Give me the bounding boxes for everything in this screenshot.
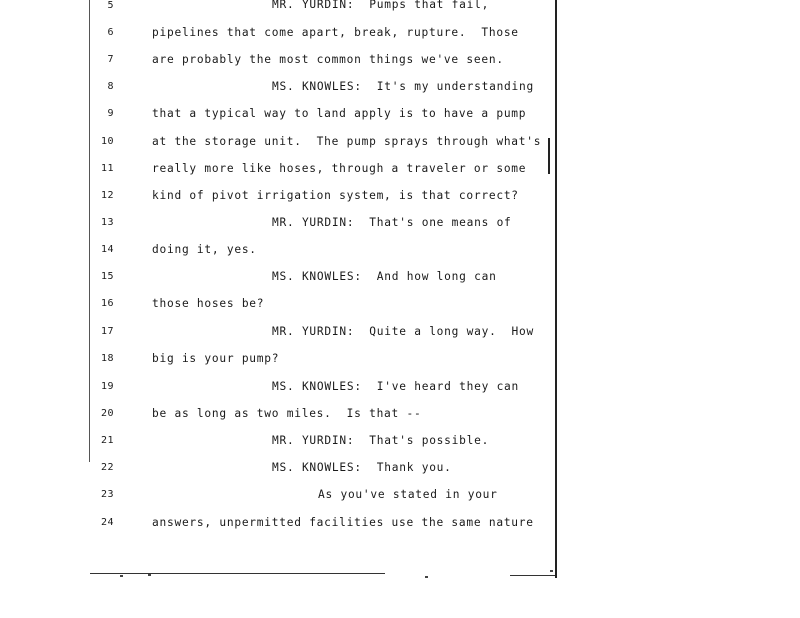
line-number: 22 bbox=[100, 462, 114, 473]
line-number: 8 bbox=[107, 81, 114, 92]
transcript-line bbox=[0, 407, 560, 427]
transcript-line bbox=[0, 461, 560, 481]
line-text: MR. YURDIN: Pumps that fail, bbox=[272, 0, 490, 11]
line-text: those hoses be? bbox=[152, 297, 265, 310]
transcript-line bbox=[0, 26, 560, 46]
bottom-rule-right bbox=[510, 575, 555, 576]
transcript-line bbox=[0, 243, 560, 263]
line-text: big is your pump? bbox=[152, 352, 280, 365]
transcript-line bbox=[0, 380, 560, 400]
line-number: 5 bbox=[107, 0, 114, 11]
line-number: 13 bbox=[100, 217, 114, 228]
transcript-line bbox=[0, 325, 560, 345]
scan-speck bbox=[148, 574, 151, 576]
line-text: doing it, yes. bbox=[152, 243, 257, 256]
line-text: MR. YURDIN: Quite a long way. How bbox=[272, 325, 534, 338]
line-number: 9 bbox=[107, 108, 114, 119]
line-text: MR. YURDIN: That's one means of bbox=[272, 216, 512, 229]
transcript-line bbox=[0, 270, 560, 290]
line-number: 16 bbox=[100, 298, 114, 309]
transcript-line bbox=[0, 488, 560, 508]
line-text: MS. KNOWLES: I've heard they can bbox=[272, 380, 520, 393]
line-text: MR. YURDIN: That's possible. bbox=[272, 434, 490, 447]
transcript-line bbox=[0, 80, 560, 100]
line-text: As you've stated in your bbox=[318, 488, 498, 501]
scan-speck bbox=[425, 576, 428, 578]
line-text: at the storage unit. The pump sprays through what's bbox=[152, 135, 542, 148]
transcript-line bbox=[0, 216, 560, 236]
scan-speck bbox=[550, 570, 553, 572]
line-number: 23 bbox=[100, 489, 114, 500]
line-text: that a typical way to land apply is to have a pump bbox=[152, 107, 527, 120]
scan-speck bbox=[120, 575, 123, 577]
bottom-rule-left bbox=[90, 573, 385, 574]
transcript-line bbox=[0, 516, 560, 536]
line-text: pipelines that come apart, break, rupture. Those bbox=[152, 26, 519, 39]
transcript-line bbox=[0, 434, 560, 454]
line-number: 17 bbox=[100, 326, 114, 337]
transcript-line bbox=[0, 297, 560, 317]
line-text: answers, unpermitted facilities use the same nature bbox=[152, 516, 534, 529]
line-number: 6 bbox=[107, 27, 114, 38]
line-text: MS. KNOWLES: And how long can bbox=[272, 270, 497, 283]
line-text: really more like hoses, through a traveler or some bbox=[152, 162, 527, 175]
transcript-line bbox=[0, 0, 560, 20]
line-number: 21 bbox=[100, 435, 114, 446]
line-number: 19 bbox=[100, 381, 114, 392]
line-number: 10 bbox=[100, 136, 114, 147]
line-text: MS. KNOWLES: Thank you. bbox=[272, 461, 452, 474]
line-number: 20 bbox=[100, 408, 114, 419]
line-text: MS. KNOWLES: It's my understanding bbox=[272, 80, 534, 93]
line-number: 7 bbox=[107, 54, 114, 65]
line-text: kind of pivot irrigation system, is that correct? bbox=[152, 189, 519, 202]
transcript-line bbox=[0, 107, 560, 127]
line-number: 12 bbox=[100, 190, 114, 201]
transcript-line bbox=[0, 135, 560, 155]
line-number: 24 bbox=[100, 517, 114, 528]
line-number: 15 bbox=[100, 271, 114, 282]
transcript-line bbox=[0, 352, 560, 372]
line-number: 18 bbox=[100, 353, 114, 364]
line-text: be as long as two miles. Is that -- bbox=[152, 407, 422, 420]
transcript-line bbox=[0, 53, 560, 73]
transcript-line bbox=[0, 189, 560, 209]
line-text: are probably the most common things we've seen. bbox=[152, 53, 504, 66]
transcript-line bbox=[0, 162, 560, 182]
line-number: 11 bbox=[100, 163, 114, 174]
line-number: 14 bbox=[100, 244, 114, 255]
